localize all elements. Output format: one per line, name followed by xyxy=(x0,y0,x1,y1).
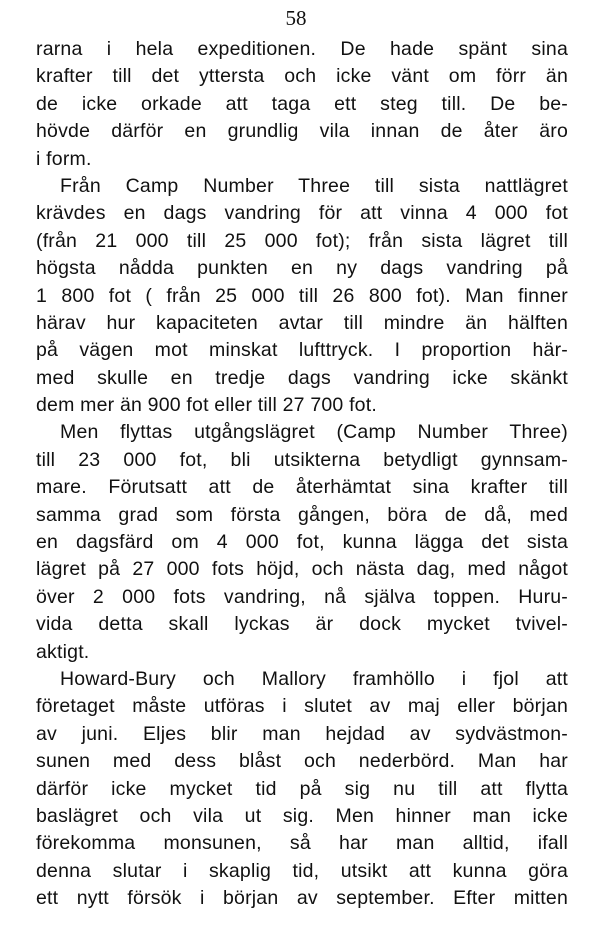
text-line: härav hur kapaciteten avtar till mindre än hälften xyxy=(36,311,568,334)
text-line: Howard-Bury och Mallory framhöllo i fjol att xyxy=(60,667,568,690)
text-line: aktigt. xyxy=(36,640,90,663)
text-line: baslägret och vila ut sig. Men hinner man icke xyxy=(36,804,568,827)
text-line: en dagsfärd om 4 000 fot, kunna lägga det sista xyxy=(36,531,568,554)
text-line: de icke orkade att taga ett steg till. De be- xyxy=(36,92,568,115)
text-line: ett nytt försök i början av september. Efter mitten xyxy=(36,887,568,910)
text-line: med skulle en tredje dags vandring icke skänkt xyxy=(36,366,568,389)
text-line: sunen med dess blåst och nederbörd. Man har xyxy=(36,750,568,773)
body-text xyxy=(36,36,568,913)
text-line: därför icke mycket tid på sig nu till att flytta xyxy=(36,777,568,800)
text-line: Från Camp Number Three till sista nattlägret xyxy=(60,174,568,197)
text-line: krävdes en dags vandring för att vinna 4 000 fot xyxy=(36,202,568,225)
text-line: krafter till det yttersta och icke vänt om förr än xyxy=(36,65,568,88)
text-line: förekomma monsunen, så har man alltid, ifall xyxy=(36,832,568,855)
text-line: (från 21 000 till 25 000 fot); från sista lägret till xyxy=(36,229,568,252)
page-number: 58 xyxy=(285,6,307,30)
text-line: till 23 000 fot, bli utsikterna betydligt gynnsam- xyxy=(36,448,568,471)
text-line: lägret på 27 000 fots höjd, och nästa dag, med något xyxy=(36,558,568,581)
text-line: Men flyttas utgångslägret (Camp Number Three) xyxy=(60,421,568,444)
text-line: mare. Förutsatt att de återhämtat sina krafter till xyxy=(36,476,568,499)
text-line: företaget måste utföras i slutet av maj eller början xyxy=(36,695,568,718)
text-line: högsta nådda punkten en ny dags vandring på xyxy=(36,257,568,280)
text-line: på vägen mot minskat lufttryck. I proportion här- xyxy=(36,339,568,362)
text-line: rarna i hela expeditionen. De hade spänt sina xyxy=(36,38,568,60)
text-line: vida detta skall lyckas är dock mycket tvivel- xyxy=(36,613,568,636)
text-line: i form. xyxy=(36,147,92,170)
text-line: samma grad som första gången, böra de då, med xyxy=(36,503,568,526)
text-line: över 2 000 fots vandring, nå själva toppen. Huru- xyxy=(36,585,568,608)
text-line: dem mer än 900 fot eller till 27 700 fot. xyxy=(36,394,377,417)
text-line: 1 800 fot ( från 25 000 till 26 800 fot). Man finner xyxy=(36,284,568,307)
text-line: denna slutar i skaplig tid, utsikt att kunna göra xyxy=(36,859,568,882)
text-line: av juni. Eljes blir man hejdad av sydvästmon- xyxy=(36,722,568,745)
text-line: hövde därför en grundlig vila innan de åter äro xyxy=(36,120,568,143)
